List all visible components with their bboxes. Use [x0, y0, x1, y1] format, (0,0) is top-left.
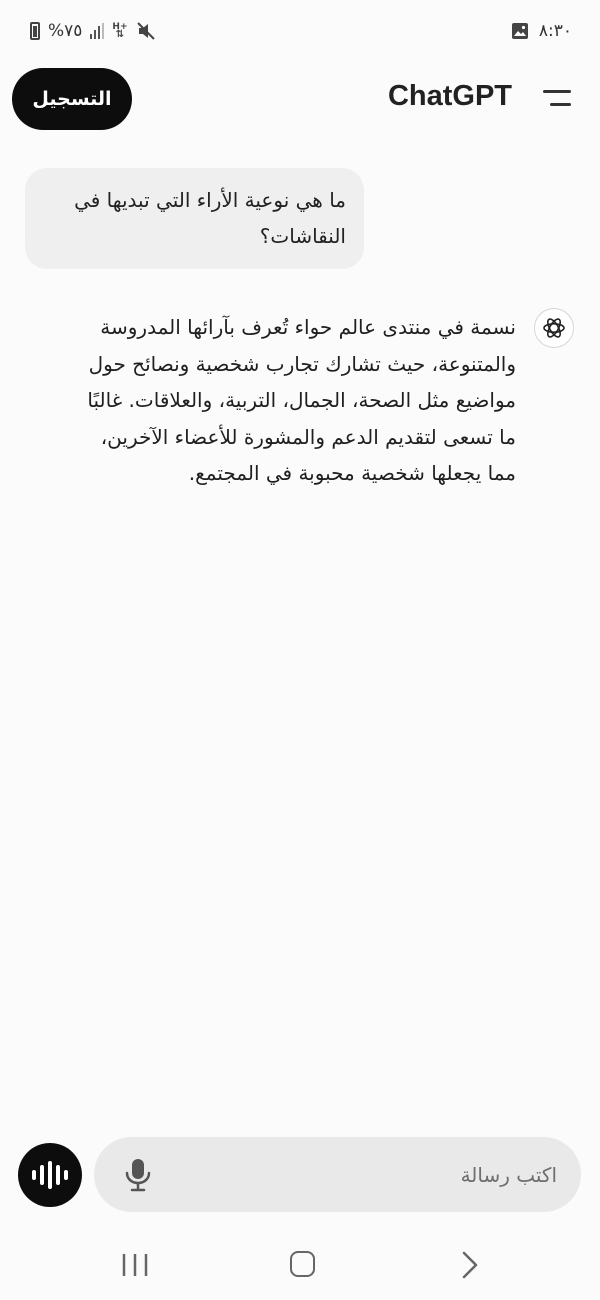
app-header: [0, 66, 600, 132]
status-time: ٨:٣٠: [538, 21, 572, 41]
app-title: ChatGPT: [387, 80, 512, 112]
gallery-icon: [511, 22, 529, 40]
menu-icon[interactable]: [540, 86, 572, 112]
message-composer: [94, 1137, 581, 1212]
status-left: [30, 21, 156, 41]
voice-mode-icon[interactable]: [18, 1143, 82, 1207]
user-message-bubble: [25, 168, 364, 269]
signup-button[interactable]: التسجيل: [12, 68, 132, 130]
microphone-icon[interactable]: [124, 1158, 152, 1192]
back-icon[interactable]: [458, 1250, 480, 1280]
status-bar: [0, 0, 600, 62]
status-right: [511, 21, 572, 41]
home-icon[interactable]: [290, 1251, 315, 1277]
system-nav-bar: [0, 1232, 600, 1300]
assistant-message-text: نسمة في منتدى عالم حواء تُعرف بآرائها المدروسة والمتنوعة، حيث تشارك تجارب شخصية ونصائح حول مواضيع مثل الصحة، الجمال، التربية، والعلاقات. غالبًا ما تسعى لتقديم الدعم والمشورة للأعضاء الآخرين، مما يجعلها شخصية محبوبة في المجتمع.: [87, 315, 516, 486]
recent-apps-icon[interactable]: [121, 1252, 149, 1278]
battery-percent: %٧٥: [48, 21, 83, 41]
network-type: H+: [112, 22, 128, 32]
openai-logo-icon: [534, 308, 574, 348]
signal-icon: [90, 23, 104, 39]
user-message-text: ما هي نوعية الأراء التي تبديها في النقاشات؟: [74, 188, 346, 248]
message-input[interactable]: [187, 1137, 557, 1212]
mute-icon: [136, 21, 156, 41]
network-arrows-glyph: ⇅: [115, 29, 125, 40]
network-arrows-icon: [112, 23, 127, 39]
openai-logo-glyph: [541, 315, 567, 341]
battery-icon: [30, 22, 40, 40]
